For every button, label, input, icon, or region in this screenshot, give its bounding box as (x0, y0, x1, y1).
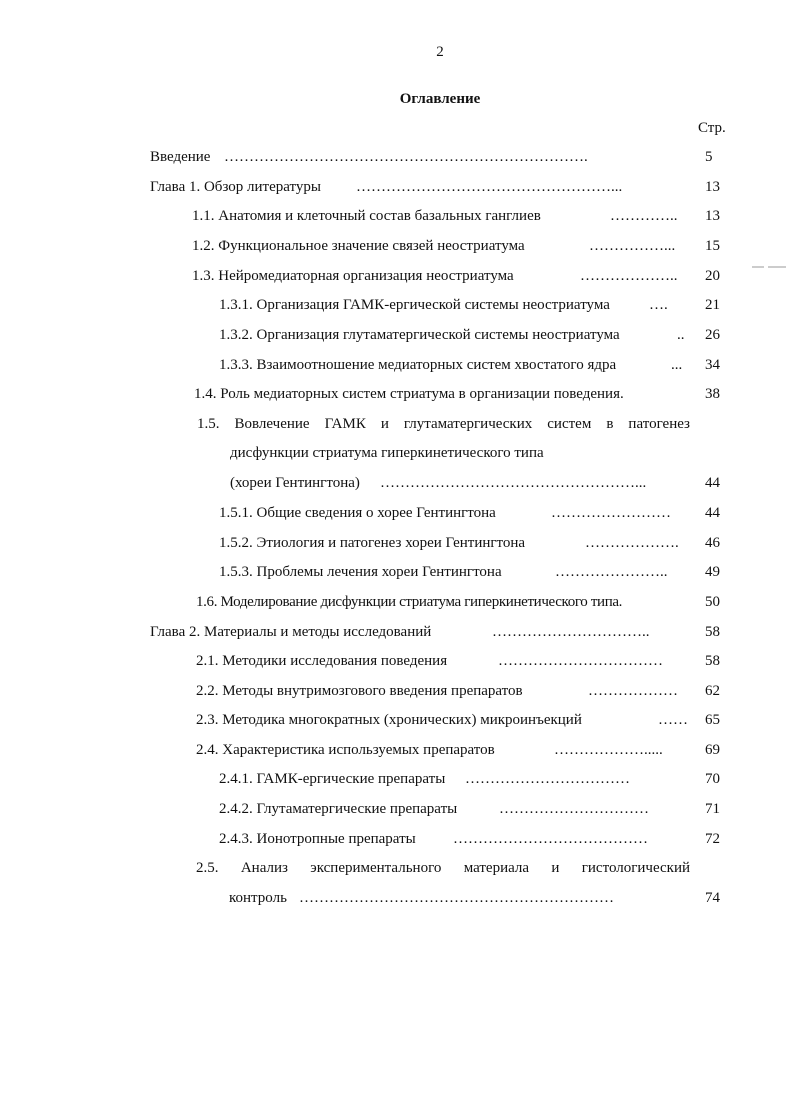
toc-entry-leader: .. (677, 327, 685, 343)
toc-entry-leader: ………………….. (555, 564, 668, 580)
toc-entry-page: 69 (705, 742, 720, 758)
toc-entry-label: 1.3.2. Организация глутаматергической системы неостриатума (219, 327, 620, 343)
toc-entry-label: 1.3.3. Взаимоотношение медиаторных систем хвостатого ядра (219, 357, 617, 373)
toc-entry-page: 46 (705, 535, 720, 551)
toc-entry-1-3-3[interactable] (219, 354, 759, 376)
toc-entry-label: 1.3.1. Организация ГАМК-ергической системы неостриатума (219, 297, 610, 313)
toc-entry-leader: ………………………………………………………………. (224, 149, 588, 165)
toc-entry-1-6[interactable] (196, 591, 756, 613)
toc-entry-page: 71 (705, 801, 720, 817)
toc-entry-leader: ……………… (588, 683, 678, 699)
toc-entry-leader: ... (671, 357, 683, 373)
toc-entry-1-1[interactable] (192, 205, 752, 227)
toc-entry-page: 20 (705, 268, 720, 284)
toc-entry-1-5-3[interactable] (219, 561, 759, 583)
toc-entry-label: 2.4.1. ГАМК-ергические препараты (219, 771, 446, 787)
toc-entry-leader: ………………………… (499, 801, 649, 817)
toc-entry-label: 1.6. Моделирование дисфункции стриатума гиперкинетического типа. (196, 594, 623, 610)
toc-entry-2-4-1[interactable] (219, 768, 759, 790)
toc-entry-page: 13 (705, 208, 720, 224)
toc-entry-page: 58 (705, 653, 720, 669)
toc-entry-1-4[interactable] (194, 383, 754, 405)
toc-entry-leader: …………………… (551, 505, 671, 521)
toc-entry-1-5[interactable] (230, 472, 760, 494)
toc-entry-page: 26 (705, 327, 720, 343)
toc-entry-leader: ………….. (610, 208, 678, 224)
toc-entry-label: 2.1. Методики исследования поведения (196, 653, 448, 669)
toc-entry-label: 2.2. Методы внутримозгового введения препаратов (196, 683, 523, 699)
toc-entry-page: 38 (705, 386, 720, 402)
toc-entry-page: 13 (705, 179, 720, 195)
toc-entry-chapter-1[interactable] (150, 176, 750, 198)
toc-entry-label: Глава 2. Материалы и методы исследований (150, 624, 432, 640)
toc-entry-page: 74 (705, 890, 720, 906)
page-number: 2 (436, 44, 444, 60)
toc-entry-leader: ……………………………………………... (356, 179, 623, 195)
toc-entry-2-2[interactable] (196, 680, 756, 702)
toc-entry-page: 49 (705, 564, 720, 580)
toc-entry-1-2[interactable] (192, 235, 752, 257)
toc-entry-leader: ………………..... (554, 742, 663, 758)
toc-entry-2-4-3[interactable] (219, 828, 759, 850)
toc-entry-label: Введение (150, 149, 211, 165)
toc-entry-label: 1.4. Роль медиаторных систем стриатума в организации поведения. (194, 386, 624, 402)
toc-entry-page: 5 (705, 149, 713, 165)
toc-entry-leader: ………………………….. (492, 624, 650, 640)
toc-entry-page: 70 (705, 771, 720, 787)
toc-entry-leader: …………………………… (465, 771, 630, 787)
toc-entry-2-4[interactable] (196, 739, 756, 761)
toc-title: Оглавление (399, 91, 481, 107)
toc-entry-2-5-line-1[interactable]: 2.5. Анализ экспериментального материала и гистологический (196, 860, 690, 876)
toc-entry-label: контроль (229, 890, 287, 906)
toc-entry-page: 44 (705, 505, 720, 521)
toc-entry-label: Глава 1. Обзор литературы (150, 179, 321, 195)
toc-entry-2-5[interactable] (229, 887, 759, 909)
toc-entry-label: 1.3. Нейромедиаторная организация неостриатума (192, 268, 514, 284)
toc-entry-1-3[interactable] (192, 265, 752, 287)
toc-entry-leader: …. (649, 297, 668, 313)
toc-entry-page: 34 (705, 357, 720, 373)
toc-entry-page: 15 (705, 238, 720, 254)
toc-entry-page: 65 (705, 712, 720, 728)
margin-mark (752, 266, 786, 268)
toc-entry-2-1[interactable] (196, 650, 756, 672)
toc-entry-page: 50 (705, 594, 720, 610)
toc-entry-page: 21 (705, 297, 720, 313)
toc-entry-2-3[interactable] (196, 709, 756, 731)
toc-entry-label: 1.1. Анатомия и клеточный состав базальных ганглиев (192, 208, 541, 224)
toc-entry-introduction[interactable] (150, 146, 750, 168)
toc-entry-1-5-1[interactable] (219, 502, 759, 524)
toc-entry-leader: ……………... (589, 238, 676, 254)
toc-entry-1-5-2[interactable] (219, 532, 759, 554)
toc-entry-leader: ………………. (585, 535, 679, 551)
toc-entry-2-4-2[interactable] (219, 798, 759, 820)
toc-entry-chapter-2[interactable] (150, 621, 750, 643)
toc-entry-label: 2.4.2. Глутаматергические препараты (219, 801, 458, 817)
toc-entry-label: 2.4. Характеристика используемых препаратов (196, 742, 495, 758)
toc-entry-1-5-line-2[interactable]: дисфункции стриатума гиперкинетического типа (230, 445, 544, 461)
toc-entry-label: 1.2. Функциональное значение связей неостриатума (192, 238, 525, 254)
toc-entry-leader: ……………………………………………... (380, 475, 647, 491)
page-column-label: Стр. (698, 120, 726, 136)
toc-entry-leader: ……………………………………………………… (299, 890, 614, 906)
toc-entry-1-3-1[interactable] (219, 294, 759, 316)
toc-entry-1-3-2[interactable] (219, 324, 759, 346)
toc-entry-page: 62 (705, 683, 720, 699)
toc-entry-label: 2.4.3. Ионотропные препараты (219, 831, 416, 847)
toc-entry-leader: …… (658, 712, 688, 728)
toc-entry-label: 1.5.1. Общие сведения о хорее Гентингтона (219, 505, 496, 521)
toc-entry-page: 72 (705, 831, 720, 847)
toc-entry-leader: …………………………… (498, 653, 663, 669)
toc-entry-leader: ……………….. (580, 268, 678, 284)
toc-entry-label: 1.5.2. Этиология и патогенез хореи Гентингтона (219, 535, 526, 551)
toc-entry-label: (хореи Гентингтона) (230, 475, 360, 491)
toc-entry-page: 44 (705, 475, 720, 491)
toc-entry-page: 58 (705, 624, 720, 640)
toc-entry-label: 2.3. Методика многократных (хронических) микроинъекций (196, 712, 582, 728)
toc-entry-1-5-line-1[interactable]: 1.5. Вовлечение ГАМК и глутаматергических систем в патогенез (197, 416, 690, 432)
toc-entry-leader: ………………………………… (453, 831, 648, 847)
toc-entry-label: 1.5.3. Проблемы лечения хореи Гентингтона (219, 564, 502, 580)
